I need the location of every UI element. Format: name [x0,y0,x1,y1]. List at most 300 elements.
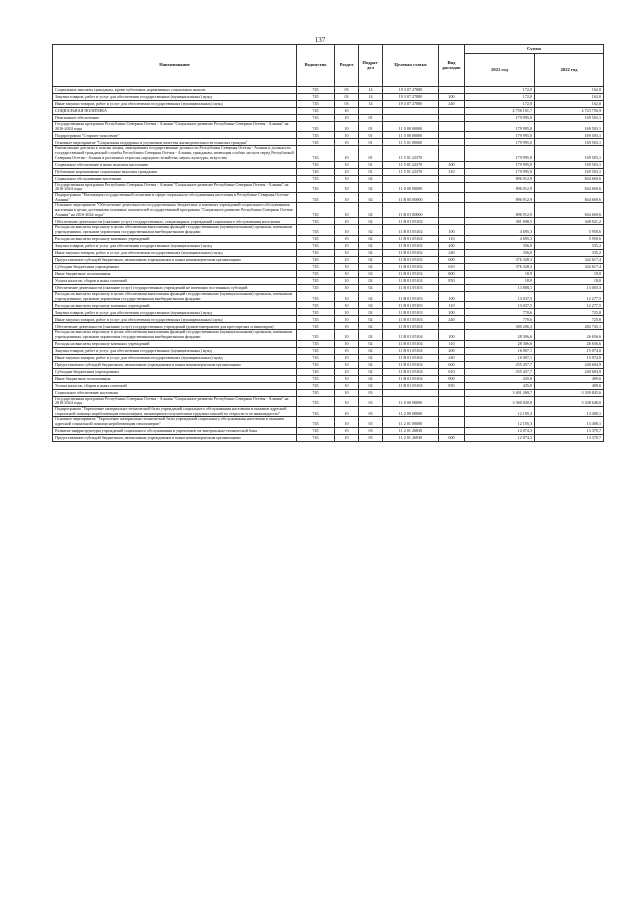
cell-razdel: 10 [335,249,359,256]
cell-vedomstvo: 745 [297,256,335,263]
table-body [53,87,604,442]
cell-podrazdel: 03 [359,407,383,417]
cell-cel-statya: 11 В 01 05103 [383,291,439,301]
cell-vedomstvo: 745 [297,175,335,182]
cell-vid-rashodov: 240 [439,249,465,256]
cell-name: Иные закупки товаров, работ и услуг для обеспечения государственных (муниципальных) нужд [53,316,297,323]
cell-razdel: 03 [335,87,359,94]
cell-sum-2021: 896 912,9 [465,192,535,202]
table-row [53,427,604,434]
cell-vedomstvo: 745 [297,108,335,115]
cell-cel-statya: 11 5 00 00000 [383,132,439,139]
table-row [53,192,604,202]
cell-sum-2022: 3 338 648,0 [535,396,604,406]
cell-name: Подпрограмма "Реализация государственной политики в сфере социального обслуживания населения в Республике Северная Осетия-Алания" [53,192,297,202]
table-row [53,270,604,277]
cell-sum-2021: 896 912,9 [465,182,535,192]
cell-vedomstvo: 745 [297,368,335,375]
cell-podrazdel: 01 [359,161,383,168]
cell-vid-rashodov: 200 [439,242,465,249]
cell-podrazdel: 02 [359,203,383,218]
cell-podrazdel: 03 [359,417,383,427]
cell-podrazdel [359,108,383,115]
cell-podrazdel: 02 [359,249,383,256]
cell-name: Расходы на выплаты персоналу казенных учреждений [53,340,297,347]
cell-cel-statya: 11 В 01 05102 [383,225,439,235]
cell-razdel: 10 [335,132,359,139]
cell-podrazdel: 02 [359,302,383,309]
cell-podrazdel: 02 [359,192,383,202]
table-row [53,316,604,323]
table-row [53,340,604,347]
cell-cel-statya [383,108,439,115]
cell-sum-2021: 12 105,3 [465,417,535,427]
cell-razdel: 10 [335,347,359,354]
cell-sum-2022: 409,6 [535,382,604,389]
header-year-2022: 2022 год [535,54,604,87]
cell-sum-2022: 282 745,1 [535,323,604,330]
cell-cel-statya: 11 В 01 05102 [383,218,439,225]
cell-name: Основное мероприятие "Социальная поддержка и улучшение качества жизнедеятельности пожилых граждан" [53,139,297,146]
cell-cel-statya: 11 2 01 26830 [383,434,439,441]
cell-sum-2021: 896 912,9 [465,203,535,218]
cell-sum-2022: 335,2 [535,242,604,249]
cell-sum-2022: 13 003,3 [535,284,604,291]
cell-vid-rashodov [439,182,465,192]
cell-vid-rashodov: 300 [439,161,465,168]
table-row [53,302,604,309]
cell-vid-rashodov [439,132,465,139]
cell-sum-2021: 4 695,3 [465,235,535,242]
cell-razdel: 10 [335,242,359,249]
cell-vedomstvo: 745 [297,161,335,168]
cell-name: Предоставление субсидий бюджетным, автономным учреждениям и иным некоммерческим организациям [53,434,297,441]
cell-cel-statya: 11 В 01 05102 [383,277,439,284]
cell-sum-2021: 179 995,0 [465,132,535,139]
cell-vedomstvo: 745 [297,87,335,94]
cell-sum-2022: 240 604,9 [535,368,604,375]
header-vedomstvo: Ведомство [297,45,335,87]
cell-name: Публичные нормативные социальные выплаты гражданам [53,168,297,175]
cell-vedomstvo: 745 [297,203,335,218]
cell-cel-statya: 11 5 01 22370 [383,146,439,161]
cell-sum-2022: 26 656,6 [535,330,604,340]
cell-name: Расходы на выплаты персоналу в целях обеспечения выполнения функций государственными (муниципальными) органами, казенными учреждениями, органами управления государственными внебюджетными фондами [53,291,297,301]
cell-sum-2021: 179 995,0 [465,168,535,175]
cell-name: Закупка товаров, работ и услуг для обеспечения государственных (муниципальных) нужд [53,242,297,249]
cell-vedomstvo: 745 [297,225,335,235]
table-row [53,389,604,396]
cell-vedomstvo: 745 [297,302,335,309]
table-row [53,284,604,291]
cell-podrazdel: 02 [359,316,383,323]
cell-cel-statya: 19 3 07 27880 [383,94,439,101]
cell-cel-statya: 11 В 01 05102 [383,256,439,263]
cell-cel-statya: 11 В 01 05103 [383,309,439,316]
cell-cel-statya: 11 5 01 22370 [383,168,439,175]
cell-vid-rashodov [439,87,465,94]
table-row [53,168,604,175]
cell-sum-2021: 179 995,0 [465,146,535,161]
cell-podrazdel: 14 [359,94,383,101]
header-cel-statya: Целевая статья [383,45,439,87]
cell-vedomstvo: 745 [297,94,335,101]
cell-podrazdel: 01 [359,122,383,132]
header-name: Наименование [53,45,297,87]
cell-cel-statya: 11 В 01 05103 [383,316,439,323]
cell-sum-2021: 179 995,0 [465,115,535,122]
cell-name: Закупка товаров, работ и услуг для обеспечения государственных (муниципальных) нужд [53,94,297,101]
table-row [53,407,604,417]
table-row [53,347,604,354]
table-row [53,368,604,375]
cell-razdel: 10 [335,330,359,340]
cell-sum-2021: 3 360 020,0 [465,396,535,406]
cell-podrazdel: 03 [359,396,383,406]
cell-vid-rashodov [439,175,465,182]
cell-razdel: 10 [335,146,359,161]
cell-sum-2021: 300 206,3 [465,323,535,330]
header-summa: Сумма [465,45,604,54]
cell-vedomstvo: 745 [297,417,335,427]
table-row [53,87,604,94]
cell-cel-statya: 11 5 01 22370 [383,161,439,168]
cell-sum-2021: 13 037,5 [465,291,535,301]
table-row [53,139,604,146]
cell-vid-rashodov [439,407,465,417]
cell-vedomstvo: 745 [297,122,335,132]
cell-cel-statya: 11 В 01 05103 [383,302,439,309]
cell-vedomstvo: 745 [297,168,335,175]
cell-sum-2022: 844 669,6 [535,182,604,192]
cell-vedomstvo: 745 [297,192,335,202]
cell-razdel: 10 [335,263,359,270]
cell-cel-statya [383,389,439,396]
cell-razdel: 10 [335,396,359,406]
table-row [53,382,604,389]
cell-razdel: 10 [335,323,359,330]
cell-vedomstvo: 745 [297,249,335,256]
cell-vid-rashodov: 100 [439,225,465,235]
cell-sum-2022: 348 921,2 [535,218,604,225]
cell-cel-statya: 11 В 01 05104 [383,347,439,354]
page-number: 137 [314,36,326,44]
cell-sum-2021: 376 328,3 [465,256,535,263]
cell-vedomstvo: 745 [297,434,335,441]
cell-name: Государственная программа Республики Северная Осетия - Алания "Социальное развитие Республики Северная Осетия - Алания" на 2016-2024 годы [53,182,297,192]
cell-cel-statya: 11 0 00 00000 [383,396,439,406]
cell-sum-2022: 169 503,1 [535,132,604,139]
cell-vid-rashodov: 600 [439,256,465,263]
cell-sum-2022: 844 669,6 [535,175,604,182]
cell-sum-2022: 18,0 [535,270,604,277]
cell-sum-2021: 18,9 [465,270,535,277]
cell-sum-2021: 12 074,3 [465,427,535,434]
cell-sum-2022: 169 503,1 [535,146,604,161]
cell-vid-rashodov: 850 [439,277,465,284]
cell-sum-2022: 13 400,1 [535,417,604,427]
cell-sum-2021: 13 808,1 [465,284,535,291]
cell-sum-2022: 342 617,4 [535,263,604,270]
cell-vedomstvo: 745 [297,263,335,270]
cell-name: Основное мероприятие "Обеспечение деятельности государственных бюджетных и казенных учреждений социального обслуживания населения в целях достижения основных показателей государственной программы "Социальное развитие Республики Северная Осетия-Алания" на 2016-2024 годы" [53,203,297,218]
cell-vid-rashodov: 310 [439,168,465,175]
cell-vedomstvo: 745 [297,309,335,316]
cell-cel-statya: 11 В 01 05104 [383,354,439,361]
cell-razdel: 10 [335,277,359,284]
cell-name: Предоставление субсидий бюджетным, автономным учреждениям и иным некоммерческим организациям [53,361,297,368]
cell-sum-2021: 172,0 [465,94,535,101]
cell-razdel: 10 [335,434,359,441]
cell-vedomstvo: 745 [297,347,335,354]
cell-razdel: 10 [335,168,359,175]
cell-sum-2022: 169 503,1 [535,122,604,132]
header-podrazdel: Подраз-дел [359,45,383,87]
table-row [53,434,604,441]
cell-name: Обеспечение деятельности (оказание услуг) государственных учреждений (домов-интернатов для престарелых и инвалидов) [53,323,297,330]
cell-vedomstvo: 745 [297,146,335,161]
cell-sum-2021: 179 995,0 [465,122,535,132]
table-row [53,242,604,249]
cell-sum-2022: 12 277,5 [535,291,604,301]
cell-sum-2022: 342 617,4 [535,256,604,263]
table-row [53,122,604,132]
cell-cel-statya: 11 2 01 26830 [383,427,439,434]
cell-name: Расходы на выплаты персоналу в целях обеспечения выполнения функций государственными (муниципальными) органами, казенными учреждениями, органами управления государственными внебюджетными фондами [53,330,297,340]
cell-vid-rashodov [439,115,465,122]
cell-vid-rashodov: 600 [439,361,465,368]
table-row [53,175,604,182]
cell-cel-statya: 19 3 07 27880 [383,87,439,94]
cell-cel-statya: 11 0 00 00000 [383,122,439,132]
cell-razdel: 10 [335,139,359,146]
cell-cel-statya: 11 В 01 05104 [383,330,439,340]
table-row [53,182,604,192]
cell-sum-2021: 896 912,9 [465,175,535,182]
cell-vedomstvo: 745 [297,316,335,323]
cell-podrazdel: 03 [359,434,383,441]
cell-sum-2022: 26 656,6 [535,340,604,347]
cell-podrazdel: 02 [359,347,383,354]
cell-sum-2022: 169 503,1 [535,115,604,122]
cell-vedomstvo: 745 [297,242,335,249]
cell-vid-rashodov: 800 [439,375,465,382]
cell-name: Социальные выплаты гражданам, кроме публичных нормативных социальных выплат [53,87,297,94]
cell-vid-rashodov: 240 [439,101,465,108]
cell-vid-rashodov [439,146,465,161]
table-row [53,291,604,301]
cell-vid-rashodov [439,192,465,202]
cell-vedomstvo: 745 [297,389,335,396]
cell-vedomstvo: 745 [297,284,335,291]
cell-name: Закупка товаров, работ и услуг для обеспечения государственных (муниципальных) нужд [53,309,297,316]
cell-sum-2021: 12 074,3 [465,434,535,441]
cell-podrazdel: 03 [359,389,383,396]
cell-podrazdel: 01 [359,115,383,122]
cell-razdel: 10 [335,284,359,291]
cell-sum-2022: 13 400,1 [535,407,604,417]
cell-vedomstvo: 745 [297,218,335,225]
cell-sum-2022: 409,6 [535,375,604,382]
cell-name: Субсидии бюджетным учреждениям [53,368,297,375]
cell-cel-statya: 11 2 01 00000 [383,417,439,427]
cell-razdel: 10 [335,256,359,263]
cell-sum-2022: 15 074,0 [535,347,604,354]
cell-name: Предоставление субсидий бюджетным, автономным учреждениям и иным некоммерческим организациям [53,256,297,263]
table-row [53,115,604,122]
cell-razdel: 10 [335,225,359,235]
cell-podrazdel: 02 [359,242,383,249]
cell-razdel: 10 [335,108,359,115]
cell-razdel: 10 [335,316,359,323]
cell-cel-statya: 11 В 01 05104 [383,382,439,389]
cell-cel-statya: 11 2 00 00000 [383,407,439,417]
cell-name: Иные закупки товаров, работ и услуг для обеспечения государственных (муниципальных) нужд [53,354,297,361]
cell-razdel: 10 [335,161,359,168]
cell-name: Субсидии бюджетным учреждениям [53,263,297,270]
cell-podrazdel: 02 [359,354,383,361]
cell-vid-rashodov [439,284,465,291]
table-row [53,396,604,406]
cell-podrazdel: 02 [359,225,383,235]
cell-vid-rashodov: 610 [439,263,465,270]
cell-name: Иные бюджетные ассигнования [53,375,297,382]
table-row [53,323,604,330]
cell-sum-2022: 13 370,7 [535,427,604,434]
cell-razdel: 10 [335,218,359,225]
cell-vedomstvo: 745 [297,330,335,340]
cell-cel-statya: 11 В 01 05102 [383,263,439,270]
table-row [53,375,604,382]
cell-razdel: 10 [335,368,359,375]
cell-vid-rashodov: 110 [439,235,465,242]
cell-sum-2021: 179 995,0 [465,139,535,146]
table-row [53,249,604,256]
cell-sum-2021: 770,6 [465,309,535,316]
cell-name: Расходы на выплаты персоналу казенных учреждений [53,302,297,309]
cell-name: Расходы на выплаты персоналу в целях обеспечения выполнения функций государственными (муниципальными) органами, казенными учреждениями, органами управления государственными внебюджетными фондами [53,225,297,235]
cell-razdel: 10 [335,182,359,192]
cell-sum-2022: 335,2 [535,249,604,256]
cell-podrazdel: 14 [359,87,383,94]
cell-vid-rashodov [439,203,465,218]
cell-podrazdel: 01 [359,146,383,161]
cell-cel-statya [383,115,439,122]
cell-podrazdel: 02 [359,340,383,347]
cell-vedomstvo: 745 [297,382,335,389]
cell-name: Закупка товаров, работ и услуг для обеспечения государственных (муниципальных) нужд [53,347,297,354]
cell-sum-2021: 4 756 101,7 [465,108,535,115]
cell-name: Государственная программа Республики Северная Осетия - Алания "Социальное развитие Республики Северная Осетия - Алания" на 2016-2024 годы [53,396,297,406]
cell-sum-2021: 356,0 [465,249,535,256]
cell-cel-statya: 11 В 01 05104 [383,340,439,347]
cell-name: Ежемесячные доплаты к пенсии лицам, замещавшим государственные должности Республики Северная Осетия - Алания и должности государственной гражданской службы Республики Северная Осетия - Алания, гражданам, имеющим особые заслуги перед Республикой Северная Осетия - Алания в различных отраслях народного хозяйства, науки, культуры, искусства [53,146,297,161]
cell-podrazdel: 02 [359,270,383,277]
cell-name: Обеспечение деятельности (оказание услуг) государственных, стационарных учреждений социального обслуживания населения [53,218,297,225]
cell-name: Социальное обеспечение населения [53,389,297,396]
cell-razdel: 10 [335,407,359,417]
cell-vid-rashodov: 800 [439,270,465,277]
cell-cel-statya: 11 В 01 05102 [383,270,439,277]
table-row [53,225,604,235]
cell-sum-2021: 255 457,7 [465,368,535,375]
cell-razdel: 10 [335,340,359,347]
cell-sum-2021: 172,0 [465,101,535,108]
cell-cel-statya: 11 В 01 05102 [383,242,439,249]
cell-vedomstvo: 745 [297,132,335,139]
cell-razdel: 10 [335,427,359,434]
cell-vid-rashodov: 100 [439,291,465,301]
cell-sum-2021: 356,0 [465,242,535,249]
cell-razdel: 10 [335,309,359,316]
cell-sum-2021: 16 007,1 [465,354,535,361]
cell-sum-2021: 18,9 [465,277,535,284]
table-row [53,101,604,108]
cell-vedomstvo: 745 [297,407,335,417]
header-razdel: Раздел [335,45,359,87]
header-vid-rashodov: Вид расходов [439,45,465,87]
cell-razdel: 10 [335,122,359,132]
cell-sum-2021: 28 306,6 [465,340,535,347]
cell-vid-rashodov: 600 [439,434,465,441]
cell-podrazdel: 02 [359,277,383,284]
cell-podrazdel: 02 [359,263,383,270]
cell-cel-statya: 11 0 00 00000 [383,182,439,192]
cell-vid-rashodov [439,396,465,406]
cell-podrazdel: 02 [359,235,383,242]
budget-table [52,44,604,442]
cell-sum-2021: 28 306,6 [465,330,535,340]
cell-name: Развитие инфраструктуры учреждений социального обслуживания и укрепление их материально-технической базы [53,427,297,434]
header-year-2021: 2021 год [465,54,535,87]
cell-razdel: 10 [335,115,359,122]
table-row [53,146,604,161]
cell-sum-2021: 16 007,1 [465,347,535,354]
cell-vedomstvo: 745 [297,427,335,434]
cell-vid-rashodov: 110 [439,340,465,347]
cell-sum-2021: 435,0 [465,382,535,389]
cell-podrazdel: 02 [359,256,383,263]
cell-sum-2021: 770,6 [465,316,535,323]
cell-vedomstvo: 745 [297,396,335,406]
cell-sum-2022: 3 339 845,6 [535,389,604,396]
table-row [53,309,604,316]
cell-podrazdel: 14 [359,101,383,108]
cell-podrazdel: 02 [359,309,383,316]
cell-razdel: 10 [335,417,359,427]
table-row [53,256,604,263]
cell-podrazdel: 02 [359,375,383,382]
cell-cel-statya: 19 3 07 27880 [383,101,439,108]
cell-podrazdel: 02 [359,368,383,375]
cell-vedomstvo: 745 [297,270,335,277]
cell-vedomstvo: 745 [297,115,335,122]
cell-razdel: 10 [335,302,359,309]
cell-vid-rashodov [439,427,465,434]
cell-podrazdel: 02 [359,175,383,182]
cell-vid-rashodov: 200 [439,347,465,354]
cell-vedomstvo: 745 [297,375,335,382]
cell-sum-2022: 5 950,6 [535,225,604,235]
cell-sum-2021: 13 037,5 [465,302,535,309]
cell-sum-2021: 381 698,5 [465,218,535,225]
cell-sum-2022: 18,0 [535,277,604,284]
cell-name: Иные закупки товаров, работ и услуг для обеспечения государственных (муниципальных) нужд [53,101,297,108]
table-row [53,354,604,361]
cell-vid-rashodov: 240 [439,354,465,361]
cell-cel-statya: 11 В 01 05102 [383,235,439,242]
cell-sum-2022: 12 277,5 [535,302,604,309]
